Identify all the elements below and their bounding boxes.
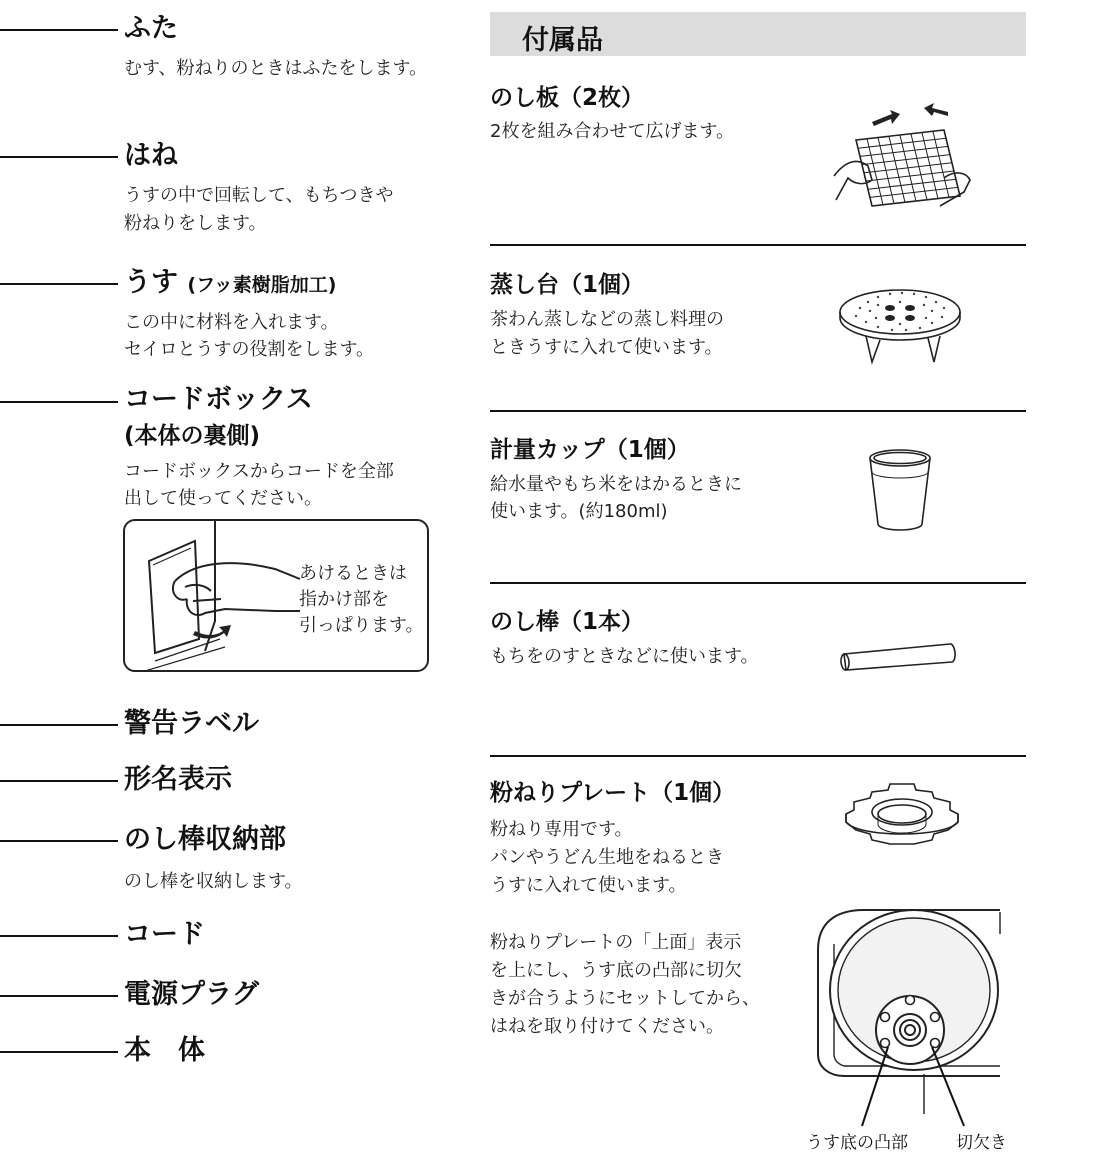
part-desc-blade-2: 粉ねりをします。 xyxy=(124,213,267,234)
inset-line-1: あけるときは xyxy=(299,563,407,584)
inset-line-3: 引っぱります。 xyxy=(299,615,424,636)
part-title-blade: はね xyxy=(124,140,178,171)
plate-instruction-3: きが合うようにセットしてから、 xyxy=(490,988,760,1009)
part-title-cord-box: コードボックス xyxy=(124,384,313,415)
part-desc-mortar-1: この中に材料を入れます。 xyxy=(124,312,339,333)
part-title-model-name: 形名表示 xyxy=(124,764,232,795)
acc-title-rolling-pin: のし棒（1本） xyxy=(490,609,645,635)
part-desc-mortar-2: セイロとうすの役割をします。 xyxy=(124,339,375,360)
part-title-cord: コード xyxy=(124,919,205,950)
part-desc-lid: むす、粉ねりのときはふたをします。 xyxy=(124,58,428,79)
part-title-warning-label: 警告ラベル xyxy=(124,708,259,739)
accessories-header xyxy=(490,12,1026,56)
part-subtitle-cord-box: (本体の裏側) xyxy=(124,423,261,449)
leader-line xyxy=(0,724,118,726)
steam-stand-icon xyxy=(836,280,966,370)
mortar-setup-diagram xyxy=(804,904,1004,1124)
acc-desc-steam-stand-1: 茶わん蒸しなどの蒸し料理の xyxy=(490,309,724,330)
leader-line xyxy=(0,29,118,31)
plate-instruction-2: を上にし、うす底の凸部に切欠 xyxy=(490,960,742,981)
leader-line xyxy=(0,995,118,997)
cord-box-inset xyxy=(123,519,429,672)
acc-desc-kneading-plate-2: パンやうどん生地をねるとき xyxy=(490,847,724,868)
noshi-board-icon xyxy=(828,100,978,210)
leader-line xyxy=(0,840,118,842)
leader-line xyxy=(0,156,118,158)
cord-box-inset-text xyxy=(299,561,424,639)
part-desc-pin-storage: のし棒を収納します。 xyxy=(124,871,303,892)
part-title-mortar xyxy=(124,267,336,301)
acc-desc-kneading-plate-1: 粉ねり専用です。 xyxy=(490,819,633,840)
accessory-divider xyxy=(490,410,1026,412)
part-title-lid: ふた xyxy=(124,13,178,44)
acc-desc-measuring-cup-2: 使います。(約180ml) xyxy=(490,501,668,522)
acc-desc-steam-stand-2: ときうすに入れて使います。 xyxy=(490,337,723,358)
acc-title-measuring-cup: 計量カップ（1個） xyxy=(490,437,690,463)
acc-desc-noshi-board: 2枚を組み合わせて広げます。 xyxy=(490,121,735,142)
accessory-divider xyxy=(490,582,1026,584)
acc-desc-rolling-pin: もちをのすときなどに使います。 xyxy=(490,646,759,667)
kneading-plate-icon xyxy=(838,774,968,864)
leader-line xyxy=(0,1051,118,1053)
acc-title-kneading-plate: 粉ねりプレート（1個） xyxy=(490,780,736,806)
part-title-mortar-text: うす xyxy=(124,267,178,298)
plate-instruction-1: 粉ねりプレートの「上面」表示 xyxy=(490,932,742,953)
diagram-label-notch: 切欠き xyxy=(956,1133,1007,1153)
leader-line xyxy=(0,283,118,285)
acc-title-steam-stand: 蒸し台（1個） xyxy=(490,272,645,298)
acc-title-noshi-board: のし板（2枚） xyxy=(490,85,645,111)
accessory-divider xyxy=(490,244,1026,246)
part-title-pin-storage: のし棒収納部 xyxy=(124,824,286,855)
diagram-label-boss: うす底の凸部 xyxy=(806,1133,908,1153)
part-desc-cord-box-1: コードボックスからコードを全部 xyxy=(124,461,394,482)
acc-desc-kneading-plate-3: うすに入れて使います。 xyxy=(490,875,687,896)
inset-line-2: 指かけ部を xyxy=(299,589,389,610)
leader-line xyxy=(0,780,118,782)
rolling-pin-icon xyxy=(836,636,966,676)
plate-instruction-4: はねを取り付けてください。 xyxy=(490,1016,724,1037)
leader-line xyxy=(0,401,118,403)
part-title-mortar-note: (フッ素樹脂加工) xyxy=(187,274,337,296)
part-title-main-body: 本 体 xyxy=(124,1035,205,1066)
part-title-power-plug: 電源プラグ xyxy=(124,979,259,1010)
leader-line xyxy=(0,935,118,937)
part-desc-cord-box-2: 出して使ってください。 xyxy=(124,488,322,509)
measuring-cup-icon xyxy=(866,446,936,536)
acc-desc-measuring-cup-1: 給水量やもち米をはかるときに xyxy=(490,474,742,495)
accessory-divider xyxy=(490,755,1026,757)
accessories-heading: 付属品 xyxy=(522,25,603,56)
part-desc-blade-1: うすの中で回転して、もちつきや xyxy=(124,185,394,206)
